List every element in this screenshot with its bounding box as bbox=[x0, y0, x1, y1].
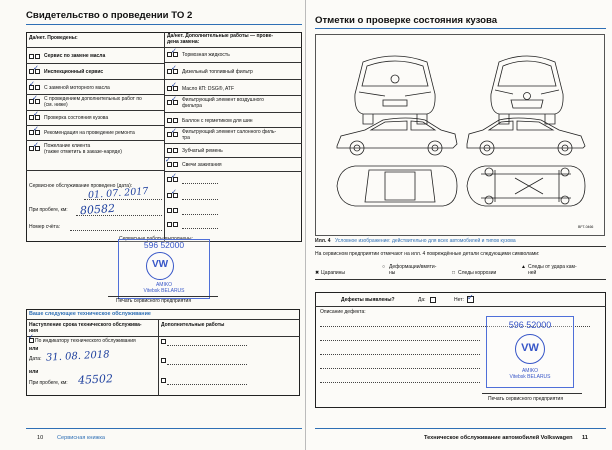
next-col2-header: Дополнительные работы bbox=[161, 322, 225, 328]
checkbox[interactable] bbox=[161, 358, 166, 363]
right-page: Отметки о проверке состояния кузова BFT-0466 Илл. 4 Условное изображение: действительно для всех автомобилей и типов кузова На сервисном предприятии отмечают на илл. 4 повреждённые детали следующими символами: ✖ Царапины ○ Деформации/вмяти- ны □ Следы коррозии ▲ Следы от удара кам- ней Дефекты выявлены? Да: Нет: ✓ Описание дефекта: 596 52000 VW AMIKO Vitebsk BELARUS Печать сервисного предприятия Техническое обслуживание автомобилей Volkswagen 11 bbox=[306, 0, 612, 450]
checkbox[interactable] bbox=[35, 54, 40, 59]
done-item: Проверка состояния кузова bbox=[44, 115, 109, 121]
service-date-value: 01. 07. 2017 bbox=[87, 185, 149, 202]
done-item: С заменой моторного масла bbox=[44, 85, 110, 91]
checkbox[interactable] bbox=[29, 54, 34, 59]
checkbox[interactable] bbox=[161, 339, 166, 344]
check-mark-icon: ✓ bbox=[33, 125, 39, 133]
checkbox[interactable] bbox=[173, 208, 178, 213]
check-mark-icon: ✓ bbox=[171, 172, 177, 180]
next-date-label: Дата: bbox=[29, 356, 42, 362]
check-mark-icon: ✓ bbox=[171, 47, 177, 55]
deform-icon: ○ bbox=[382, 264, 386, 270]
car-rear-view-icon bbox=[355, 56, 435, 124]
check-mark-icon: ✓ bbox=[33, 141, 39, 149]
done-item: Сервис по замене масла bbox=[44, 53, 106, 59]
car-top-view-icon bbox=[337, 166, 457, 206]
legend-corrosion: Следы коррозии bbox=[458, 270, 497, 276]
figure-caption: Илл. 4 bbox=[315, 238, 331, 244]
checkbox[interactable] bbox=[167, 118, 172, 123]
indicator-label: По индикатору технического обслуживания bbox=[35, 338, 136, 344]
checkbox[interactable] bbox=[167, 208, 172, 213]
check-mark-icon: ✓ bbox=[165, 156, 171, 164]
mark-instruction: На сервисном предприятии отмечают на илл. 4 повреждённые детали следующими символами: bbox=[315, 251, 540, 257]
checkbox[interactable] bbox=[173, 162, 178, 167]
dealer-stamp bbox=[118, 239, 210, 299]
car-diagram-drawing bbox=[315, 34, 605, 236]
check-mark-icon: ✓ bbox=[33, 64, 39, 72]
corrosion-icon: □ bbox=[452, 270, 456, 276]
defects-question: Дефекты выявлены? bbox=[341, 297, 395, 303]
col-done-header: Да/нет. Проведены: bbox=[29, 35, 78, 41]
stamp-number: 596 52000 bbox=[143, 240, 185, 250]
extra-item: Фильтрующий элемент воздушного bbox=[182, 97, 264, 103]
stamp-city: Vitebsk BELARUS bbox=[509, 374, 551, 380]
stamp-dealer: AMIKO bbox=[521, 368, 539, 374]
extra-item: Зубчатый ремень bbox=[182, 148, 223, 154]
extra-item: Свечи зажигания bbox=[182, 162, 222, 168]
extra-item: Фильтрующий элемент салонного филь- bbox=[182, 129, 277, 135]
next-service-title: Ваше следующее техническое обслуживание bbox=[29, 311, 151, 317]
defects-yes-checkbox[interactable] bbox=[430, 297, 436, 303]
done-item: Рекомендация на проведение ремонта bbox=[44, 130, 135, 136]
stamp-dealer: AMIKO bbox=[155, 282, 173, 288]
check-mark-icon: ✓ bbox=[29, 80, 35, 88]
checkbox[interactable] bbox=[35, 85, 40, 90]
check-mark-icon: ✓ bbox=[32, 94, 38, 102]
extra-item: Баллон с герметиком для шин bbox=[182, 118, 253, 124]
check-mark-icon: ✓ bbox=[171, 188, 177, 196]
done-item: С проведением дополнительных работ по bbox=[44, 96, 142, 102]
left-page-title: Свидетельство о проведении ТО 2 bbox=[26, 10, 193, 21]
figure-code: BFT-0466 bbox=[578, 225, 594, 229]
next-mileage-label: При пробеге, км: bbox=[29, 380, 68, 386]
next-date-value: 31. 08. 2018 bbox=[45, 349, 110, 364]
page-number: 11 bbox=[582, 435, 588, 441]
checkbox[interactable] bbox=[161, 378, 166, 383]
seal-label: Печать сервисного предприятия bbox=[116, 298, 192, 304]
stamp-city: Vitebsk BELARUS bbox=[143, 288, 185, 294]
performed-label: Сервисные работы выполнены: bbox=[119, 236, 193, 242]
checkbox[interactable] bbox=[167, 148, 172, 153]
check-mark-icon: ✓ bbox=[33, 110, 39, 118]
vw-logo-icon: VW bbox=[146, 252, 174, 280]
dealer-stamp bbox=[486, 316, 574, 388]
next-mileage-value: 45502 bbox=[77, 372, 114, 387]
legend-deform: Деформации/вмяти- bbox=[389, 264, 437, 270]
mileage-value: 80582 bbox=[79, 201, 116, 218]
checkbox[interactable] bbox=[167, 222, 172, 227]
check-mark-icon: ✓ bbox=[171, 127, 177, 135]
footer-title: Техническое обслуживание автомобилей Volkswagen bbox=[424, 435, 573, 441]
stone-chip-icon: ▲ bbox=[521, 264, 526, 270]
checkbox[interactable] bbox=[173, 118, 178, 123]
done-item: Инспекционный сервис bbox=[44, 69, 104, 75]
extra-item: Тормозная жидкость bbox=[182, 52, 230, 58]
page-number: 10 bbox=[37, 435, 44, 441]
scratch-icon: ✖ bbox=[315, 270, 320, 276]
check-mark-icon: ✓ bbox=[171, 95, 177, 103]
stamp-number: 596 52000 bbox=[508, 320, 552, 330]
col-extra-header: Да/нет. Дополнительные работы — прове- bbox=[167, 33, 274, 39]
car-front-view-icon bbox=[491, 56, 563, 124]
left-page: Свидетельство о проведении ТО 2 Да/нет. Проведены: Да/нет. Дополнительные работы — прове- дена замена: Сервис по замене масла ✓ Инспекционный сервис ✓ С заменой моторного масла ✓ С проведением дополнительных работ по (см. ниже) ✓ Проверка состояния кузова ✓ Рекомендация на проведение ремонта ✓ Пожелание клиента (также отметить в заказе-наряде) Сервисное обслуживание проведено (дата): 01. 07. 2017 При пробеге, км: 80582 Номер счёта: ✓ Тормозная жидкость ✓ Дизельный топливный фильтр ✓ Масло КП: DSG®, ATF ✓ Фильтрующий элемент воздушного фильтра Баллон с герметиком для шин ✓ Фильтрующий элемент салонного филь- тра Зубчатый ремень ✓ Свечи зажигания ✓ ✓ Сервисные работы выполнены: 596 52000 VW AMIKO Vitebsk BELARUS Печать сервисного предприятия Ваше следующее техническое обслуживание Наступление срока технического обслужива- ния Дополнительные работы ✓ По индикатору технического обслуживания или Дата: 31. 08. 2018 или При пробеге, км: 45502 10 Сервисная книжка bbox=[0, 0, 306, 450]
account-label: Номер счёта: bbox=[29, 224, 61, 230]
car-underbody-icon bbox=[467, 166, 585, 206]
vw-logo-icon: VW bbox=[515, 334, 545, 364]
service-date-label: Сервисное обслуживание проведено (дата): bbox=[29, 183, 133, 189]
legend-scratch: Царапины bbox=[321, 270, 346, 276]
next-col1-header: Наступление срока технического обслужива- bbox=[29, 322, 142, 328]
right-page-title: Отметки о проверке состояния кузова bbox=[315, 15, 498, 26]
footer-title: Сервисная книжка bbox=[57, 435, 106, 441]
check-mark-icon: ✓ bbox=[171, 81, 177, 89]
check-mark-icon: ✓ bbox=[28, 333, 34, 341]
check-mark-icon: ✓ bbox=[467, 293, 474, 302]
checkbox[interactable] bbox=[173, 222, 178, 227]
defect-description-label: Описание дефекта: bbox=[320, 309, 366, 315]
done-item: Пожелание клиента bbox=[44, 143, 91, 149]
car-side-left-icon bbox=[337, 118, 457, 155]
legend-stone: Следы от удара кам- bbox=[528, 264, 577, 270]
checkbox[interactable] bbox=[173, 148, 178, 153]
extra-item: Масло КП: DSG®, ATF bbox=[182, 86, 235, 92]
car-side-right-icon bbox=[467, 118, 585, 155]
mileage-label: При пробеге, км: bbox=[29, 207, 68, 213]
figure-text: Условное изображение: действительно для всех автомобилей и типов кузова bbox=[335, 238, 516, 244]
extra-item: Дизельный топливный фильтр bbox=[182, 69, 253, 75]
seal-label: Печать сервисного предприятия bbox=[488, 396, 564, 402]
check-mark-icon: ✓ bbox=[171, 64, 177, 72]
